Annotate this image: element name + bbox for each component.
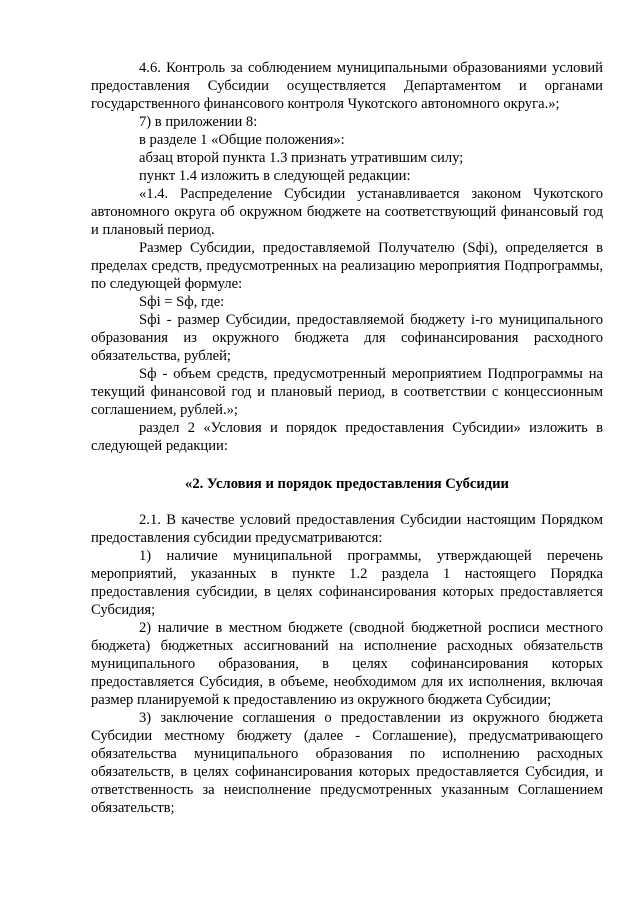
paragraph-condition-3: 3) заключение соглашения о предоставлении из окружного бюджета Субсидии местному бюджету (далее - Соглашение), предусматривающего обязательства муниципального образования по исполнению расходных обязательств, в целях софинансирования которых предоставляется Субсидия, и ответственность за неисполнение предусмотренных указанным Соглашением обязательств; xyxy=(91,710,603,816)
paragraph-section-2-intro: раздел 2 «Условия и порядок предоставления Субсидии» изложить в следующей редакции: xyxy=(91,420,603,454)
paragraph-punkt-1-4: пункт 1.4 изложить в следующей редакции: xyxy=(139,168,411,184)
paragraph-condition-2: 2) наличие в местном бюджете (сводной бюджетной росписи местного бюджета) бюджетных ассигнований на исполнение расходных обязательств муниципального образования, в целях софинансирования которых предоставляется Субсидия, в объеме, необходимом для их исполнения, включая размер планируемой к предоставлению из окружного бюджета Субсидии; xyxy=(91,620,603,708)
paragraph-4-6: 4.6. Контроль за соблюдением муниципальными образованиями условий предоставления Субсидии осуществляется Департаментом и органами государственного финансового контроля Чукотского автономного округа.»; xyxy=(91,60,603,112)
paragraph-formula: Sфi = Sф, где: xyxy=(139,294,225,310)
paragraph-section-1: в разделе 1 «Общие положения»: xyxy=(139,132,345,148)
paragraph-condition-1: 1) наличие муниципальной программы, утверждающей перечень мероприятий, указанных в пункте 1.2 раздела 1 настоящего Порядка предоставления субсидии, в целях софинансирования которых предоставляется Субсидия; xyxy=(91,548,603,618)
paragraph-subsidy-size: Размер Субсидии, предоставляемой Получателю (Sфi), определяется в пределах средств, предусмотренных на реализацию мероприятия Подпрограммы, по следующей формуле: xyxy=(91,240,603,292)
section-heading: «2. Условия и порядок предоставления Субсидии xyxy=(185,476,509,492)
paragraph-item-7: 7) в приложении 8: xyxy=(139,114,258,130)
paragraph-sfi-definition: Sфi - размер Субсидии, предоставляемой бюджету i-го муниципального образования из окружного бюджета для софинансирования расходного обязательства, рублей; xyxy=(91,312,603,364)
paragraph-abzac: абзац второй пункта 1.3 признать утратившим силу; xyxy=(139,150,464,166)
paragraph-sf-definition: Sф - объем средств, предусмотренный мероприятием Подпрограммы на текущий финансовой год и плановый период, в соответствии с концессионным соглашением, рублей.»; xyxy=(91,366,603,418)
paragraph-2-1: 2.1. В качестве условий предоставления Субсидии настоящим Порядком предоставления субсидии предусматриваются: xyxy=(91,512,603,546)
paragraph-1-4-text: «1.4. Распределение Субсидии устанавливается законом Чукотского автономного округа об окружном бюджете на соответствующий финансовый год и плановый период. xyxy=(91,186,603,238)
